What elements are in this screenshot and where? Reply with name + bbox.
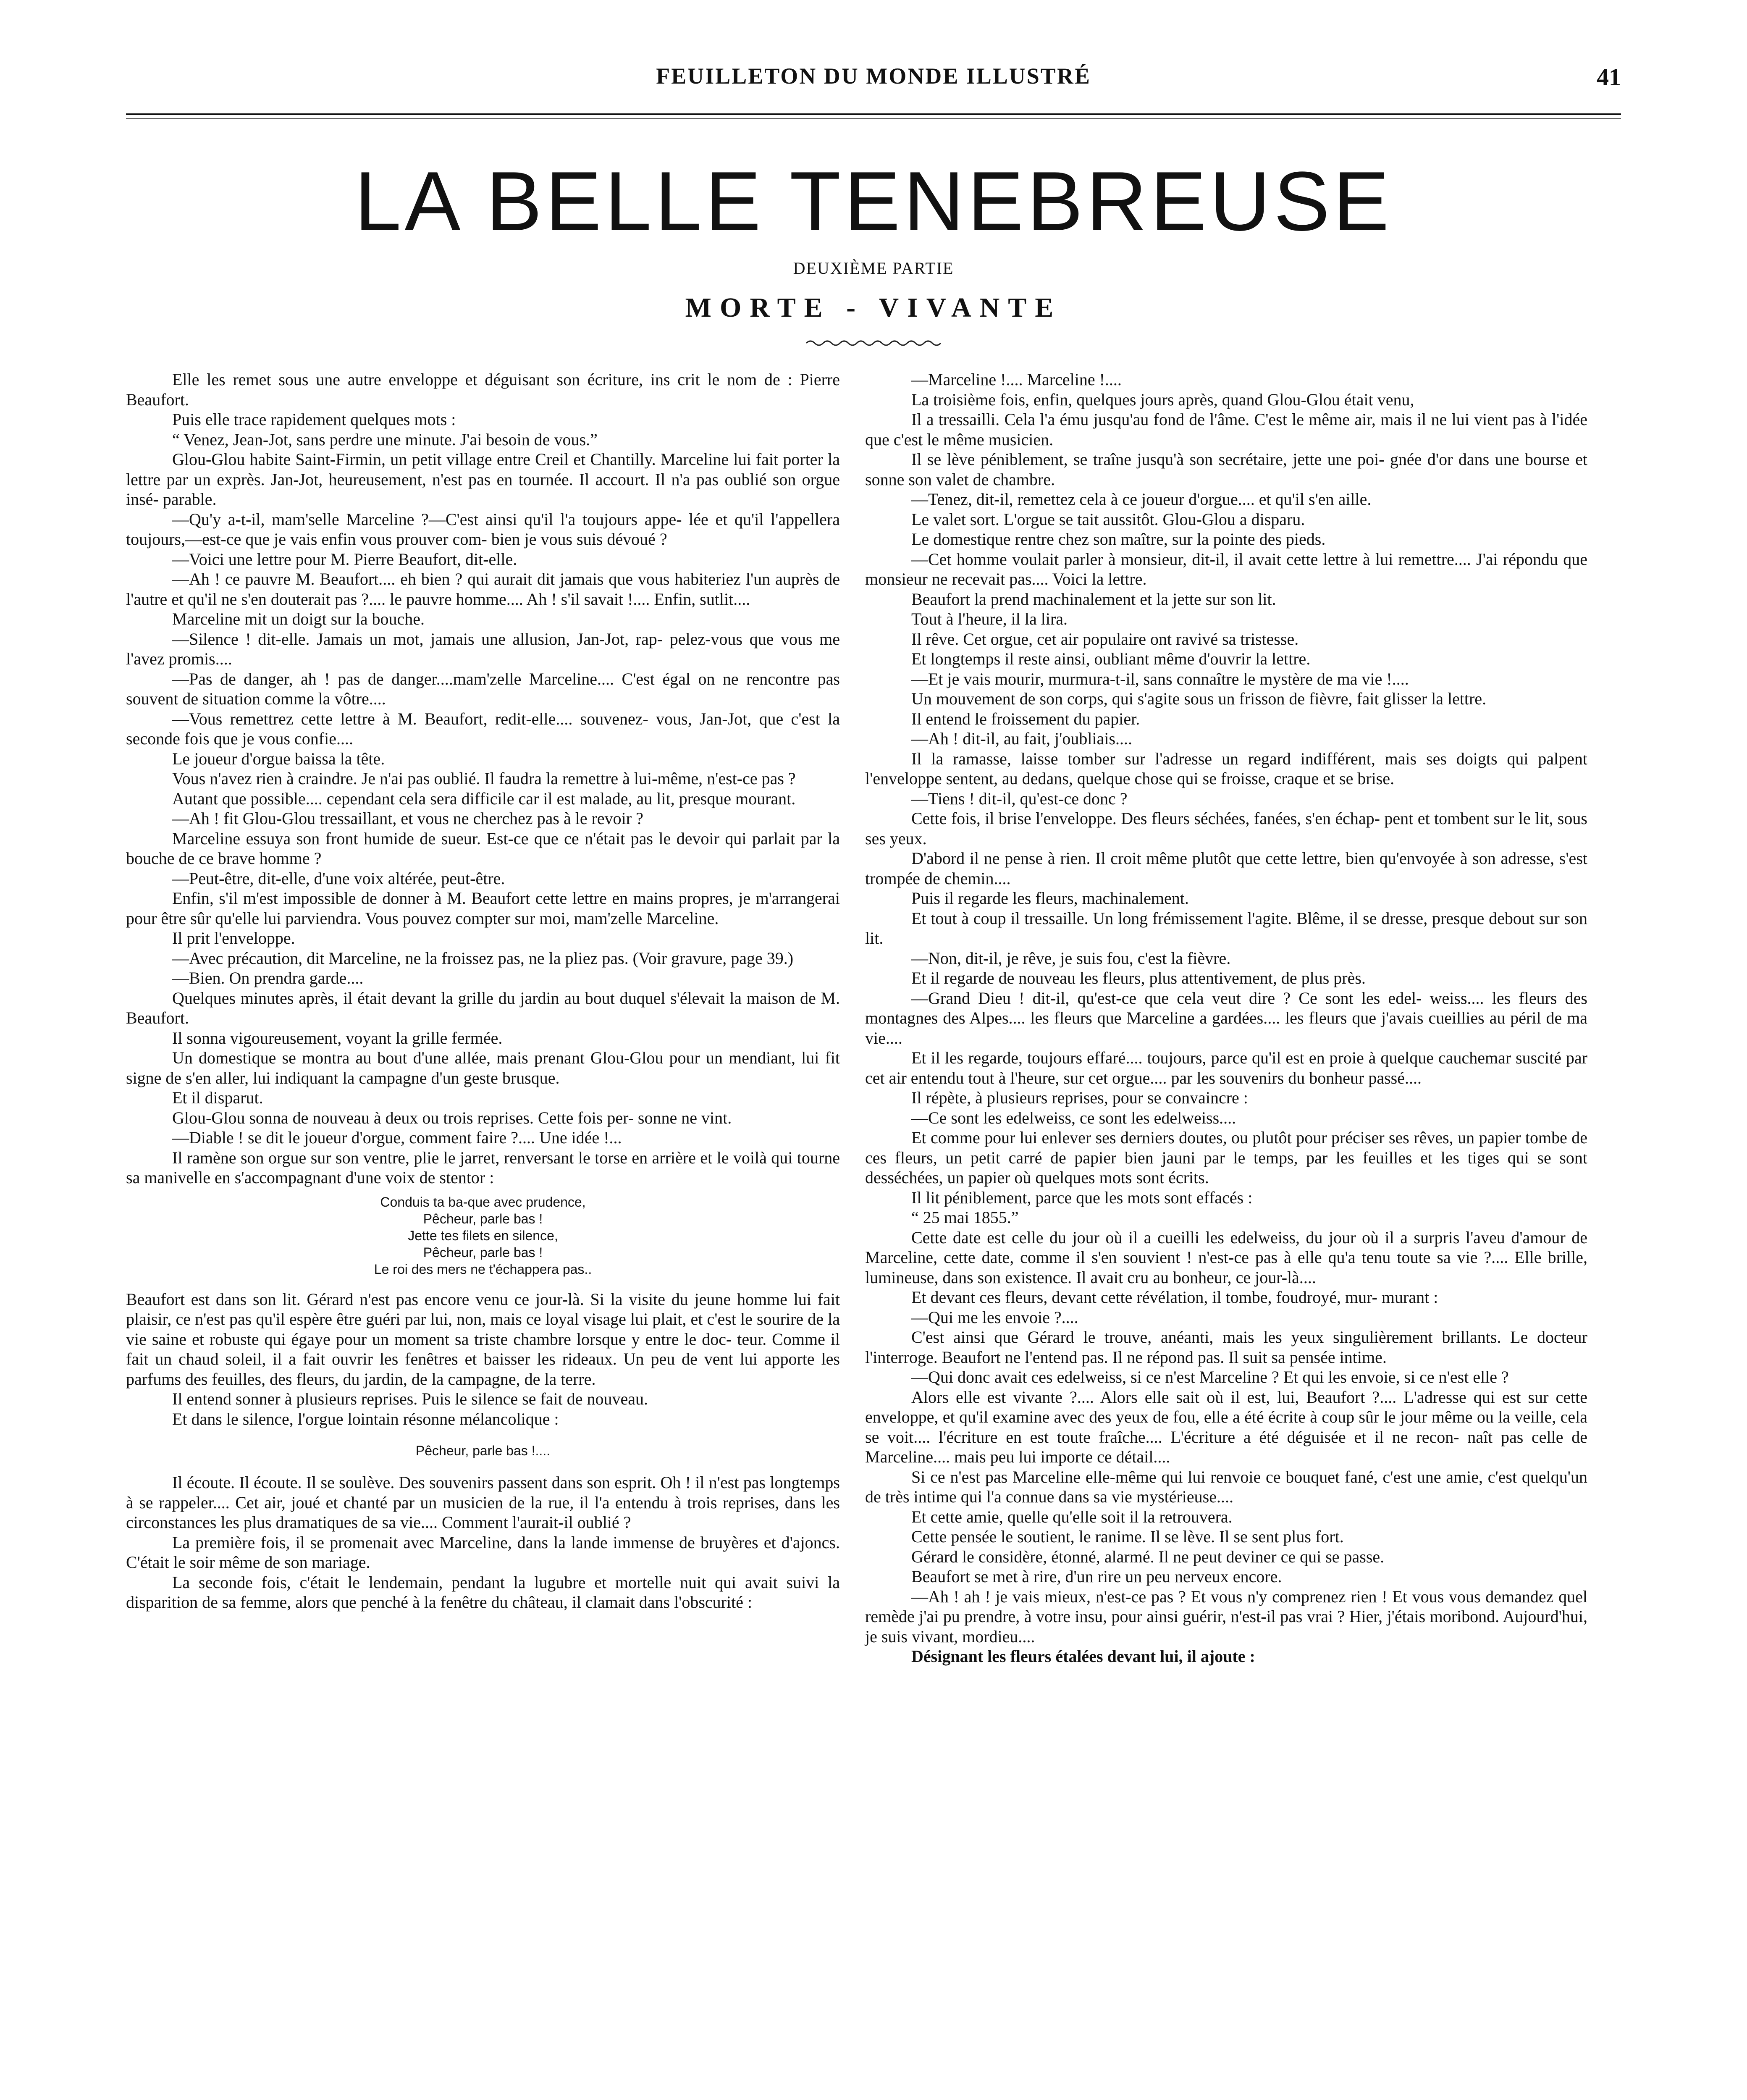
paragraph: Il se lève péniblement, se traîne jusqu'à son secrétaire, jette une poi- gnée d'or dans une bourse et sonne son valet de chambre. [865,450,1587,489]
paragraph: —Tiens ! dit-il, qu'est-ce donc ? [911,789,1128,808]
paragraph: —Ah ! dit-il, au fait, j'oubliais.... [911,729,1133,748]
paragraph: Cette fois, il brise l'enveloppe. Des fleurs séchées, fanées, s'en échap- pent et tombent sur le lit, sous ses yeux. [865,809,1587,848]
paragraph: —Pas de danger, ah ! pas de danger....mam'zelle Marceline.... C'est égal on ne rencontre pas souvent de situation comme la vôtre.... [126,669,840,708]
verse-line: Pêcheur, parle bas ! [423,1244,543,1260]
paragraph: Beaufort la prend machinalement et la jette sur son lit. [911,589,1276,609]
paragraph: —Ah ! ce pauvre M. Beaufort.... eh bien ? qui aurait dit jamais que vous habiteriez l'un auprès de l'autre et qu'il ne s'en douterait pas ?.... le pauvre homme.... Ah ! s'il savait !.... Enfin, sutlit.... [126,570,840,609]
paragraph: C'est ainsi que Gérard le trouve, anéanti, mais les yeux singulièrement brillants. Le docteur l'interroge. Beaufort ne l'entend pas. Il ne répond pas. Il suit sa pensée intime. [865,1328,1587,1367]
paragraph: La seconde fois, c'était le lendemain, pendant la lugubre et mortelle nuit qui avait suivi la disparition de sa femme, alors que penché à la fenêtre du château, il clamait dans l'obscurité : [126,1572,840,1612]
verse-line: Pêcheur, parle bas ! [423,1211,543,1226]
paragraph: Le domestique rentre chez son maître, sur la pointe des pieds. [911,530,1326,549]
paragraph: Il sonna vigoureusement, voyant la grille fermée. [172,1028,503,1047]
page-number: 41 [1597,63,1621,91]
paragraph: Beaufort est dans son lit. Gérard n'est pas encore venu ce jour-là. Si la visite du jeune homme lui fait plaisir, ce n'est pas qu'il espère être guéri par lui, non, mais ce loyal visage lui plait, et c'est le sourire de la vie saine et robuste qui égaye pour un moment sa triste chambre lorsque y entre le doc- teur. Comme il fait un chaud soleil, il a fait ouvrir les fenêtres et baisser les rideaux. Un peu de vent lui apporte les parfums des feuilles, des fleurs, du jardin, de la campagne, de la terre. [126,1289,840,1389]
paragraph: Il entend le froissement du papier. [911,709,1140,728]
paragraph: Et tout à coup il tressaille. Un long frémissement l'agite. Blême, il se dresse, presque debout sur son lit. [865,908,1587,948]
paragraph: Cette date est celle du jour où il a cueilli les edelweiss, du jour où il a surpris l'aveu d'amour de Marceline, cette date, comme il s'en souvient ! n'est-ce pas à elle qu'a tenu toute sa vie ?.... Elle brille, lumineuse, dans son existence. Il avait cru au bonheur, ce jour-là.... [865,1228,1587,1287]
running-title: FEUILLETON DU MONDE ILLUSTRÉ [656,63,1091,89]
paragraph: Et cette amie, quelle qu'elle soit il la retrouvera. [911,1507,1233,1526]
paragraph: —Grand Dieu ! dit-il, qu'est-ce que cela veut dire ? Ce sont les edel- weiss.... les fleurs des montagnes des Alpes.... les fleurs que Marceline a gardées.... les fleurs que j'avais cueillies au péril de ma vie.... [865,988,1587,1047]
paragraph: Glou-Glou sonna de nouveau à deux ou trois reprises. Cette fois per- sonne ne vint. [172,1108,732,1127]
song-verse [126,1194,840,1278]
paragraph: —Vous remettrez cette lettre à M. Beaufort, redit-elle.... souvenez- vous, Jan-Jot, que c'est la seconde fois que je vous confie.... [126,709,840,748]
paragraph: —Qu'y a-t-il, mam'selle Marceline ?—C'est ainsi qu'il l'a toujours appe- lée et qu'il l'appellera toujours,—est-ce que je vais enfin vous prouver com- bien je vous suis dévoué ? [126,509,840,549]
paragraph: Il a tressailli. Cela l'a ému jusqu'au fond de l'âme. C'est le même air, mais il ne lui vient pas à l'idée que c'est le même musicien. [865,410,1587,449]
song-verse-short [126,1442,840,1459]
story-title: LA BELLE TENEBREUSE [354,155,1393,248]
paragraph: Le valet sort. L'orgue se tait aussitôt. Glou-Glou a disparu. [911,509,1305,529]
paragraph: Quelques minutes après, il était devant la grille du jardin au bout duquel s'élevait la maison de M. Beaufort. [126,988,840,1027]
paragraph: —Ce sont les edelweiss, ce sont les edelweiss.... [911,1108,1236,1127]
paragraph: —Voici une lettre pour M. Pierre Beaufort, dit-elle. [172,549,517,569]
paragraph: Tout à l'heure, il la lira. [911,609,1068,628]
paragraph: Et il les regarde, toujours effaré.... toujours, parce qu'il est en proie à quelque cauchemar suscité par cet air entendu tout à l'heure, sur cet orgue.... par les souvenirs du bonheur passé.... [865,1048,1587,1087]
paragraph: Il ramène son orgue sur son ventre, plie le jarret, renversant le torse en arrière et le voilà qui tourne sa manivelle en s'accompagnant d'une voix de stentor : [126,1148,840,1187]
paragraph: —Marceline !.... Marceline !.... [911,370,1122,389]
verse-line: Le roi des mers ne t'échappera pas.. [374,1261,592,1277]
paragraph: —Silence ! dit-elle. Jamais un mot, jamais une allusion, Jan-Jot, rap- pelez-vous que vous me l'avez promis.... [126,629,840,668]
paragraph: Le joueur d'orgue baissa la tête. [172,749,385,768]
paragraph: —Et je vais mourir, murmura-t-il, sans connaître le mystère de ma vie !.... [911,669,1409,688]
paragraph: Il entend sonner à plusieurs reprises. Puis le silence se fait de nouveau. [172,1389,648,1408]
paragraph: Et dans le silence, l'orgue lointain résonne mélancolique : [172,1409,559,1428]
paragraph: Glou-Glou habite Saint-Firmin, un petit village entre Creil et Chantilly. Marceline lui fait porter la lettre par un exprès. Jan-Jot, heureusement, n'est pas en tournée. Il accourt. Il n'a pas oublié son orgue insé- parable. [126,450,840,509]
paragraph: Marceline essuya son front humide de sueur. Est-ce que ce n'était pas le devoir qui parlait par la bouche de ce brave homme ? [126,829,840,868]
paragraph: Et comme pour lui enlever ses derniers doutes, ou plutôt pour préciser ses rêves, un papier tombe de ces fleurs, un petit carré de papier bien jauni par le temps, par les feuilles et les tiges qui se sont desséchées, un papier où quelques mots sont écrits. [865,1128,1587,1187]
paragraph: Puis il regarde les fleurs, machinalement. [911,889,1189,908]
paragraph: Autant que possible.... cependant cela sera difficile car il est malade, au lit, presque mourant. [172,789,796,808]
paragraph: Et devant ces fleurs, devant cette révélation, il tombe, foudroyé, mur- murant : [911,1288,1438,1307]
paragraph: Il prit l'enveloppe. [172,929,295,948]
paragraph: —Bien. On prendra garde.... [172,969,364,987]
paragraph: Et il regarde de nouveau les fleurs, plus attentivement, de plus près. [911,969,1366,987]
paragraph: Un domestique se montra au bout d'une allée, mais prenant Glou-Glou pour un mendiant, lui fit signe de s'en aller, lui indiquant la campagne d'un geste brusque. [126,1048,840,1087]
paragraph: Il lit péniblement, parce que les mots sont effacés : [911,1188,1253,1207]
paragraph: Alors elle est vivante ?.... Alors elle sait où il est, lui, Beaufort ?.... L'adresse qui est sur cette enveloppe, et qu'il examine avec des yeux de fou, elle a été écrite à coup sûr le jour même ou la veille, cela se voit.... l'écriture en est toute fraîche.... L'écriture a été déguisée et il ne recon- naît pas celle de Marceline.... mais peu lui importe ce détail.... [865,1387,1587,1466]
paragraph: —Cet homme voulait parler à monsieur, dit-il, il avait cette lettre à lui remettre.... J'ai répondu que monsieur ne recevait pas.... Voici la lettre. [865,549,1587,588]
verse-line: Jette tes filets en silence, [408,1228,558,1243]
paragraph: Un mouvement de son corps, qui s'agite sous un frisson de fièvre, fait glisser la lettre. [911,689,1487,708]
paragraph: Il rêve. Cet orgue, cet air populaire ont ravivé sa tristesse. [911,629,1299,648]
paragraph: Marceline mit un doigt sur la bouche. [172,609,425,628]
paragraph: Gérard le considère, étonné, alarmé. Il ne peut deviner ce qui se passe. [911,1547,1385,1566]
paragraph: Enfin, s'il m'est impossible de donner à M. Beaufort cette lettre en mains propres, je m'arrangerai pour être sûr qu'elle lui parviendra. Vous pouvez compter sur moi, mam'zelle Marceline. [126,889,840,928]
paragraph: —Peut-être, dit-elle, d'une voix altérée, peut-être. [172,869,505,888]
paragraph: La première fois, il se promenait avec Marceline, dans la lande immense de bruyères et d'ajoncs. C'était le soir même de son mariage. [126,1533,840,1572]
paragraph: Cette pensée le soutient, le ranime. Il se lève. Il se sent plus fort. [911,1527,1344,1546]
paragraph: —Non, dit-il, je rêve, je suis fou, c'est la fièvre. [911,948,1231,968]
paragraph: —Qui me les envoie ?.... [911,1307,1078,1327]
paragraph: “ Venez, Jean-Jot, sans perdre une minute. J'ai besoin de vous.” [172,430,598,449]
verse-line: Pêcheur, parle bas !.... [415,1443,551,1458]
paragraph: Il écoute. Il écoute. Il se soulève. Des souvenirs passent dans son esprit. Oh ! il n'est pas longtemps à se rappeler.... Cet air, joué et chanté par un musicien de la rue, il l'a entendu à trois reprises, dans les circonstances les plus dramatiques de sa vie.... Comment l'aurait-il oublié ? [126,1473,840,1532]
decorative-wave-ornament [806,338,941,348]
paragraph: Et il disparut. [172,1088,263,1107]
paragraph: Désignant les fleurs étalées devant lui, il ajoute : [911,1647,1255,1666]
left-column [126,370,840,1612]
paragraph: Elle les remet sous une autre enveloppe et déguisant son écriture, ins crit le nom de : Pierre Beaufort. [126,370,840,409]
paragraph: —Ah ! fit Glou-Glou tressaillant, et vous ne cherchez pas à le revoir ? [172,809,643,828]
verse-line: Conduis ta ba-que avec prudence, [380,1194,586,1210]
right-column [865,370,1587,1667]
paragraph: Puis elle trace rapidement quelques mots : [172,410,456,429]
paragraph: La troisième fois, enfin, quelques jours après, quand Glou-Glou était venu, [911,390,1414,409]
paragraph: Il la ramasse, laisse tomber sur l'adresse un regard indifférent, mais ses doigts qui palpent l'enveloppe sentent, au dedans, quelque chose qui se froisse, craque et se brise. [865,749,1587,788]
paragraph: —Avec précaution, dit Marceline, ne la froissez pas, ne la pliez pas. (Voir gravure, page 39.) [172,948,794,968]
paragraph: D'abord il ne pense à rien. Il croit même plutôt que cette lettre, bien qu'envoyée à son adresse, s'est trompée de chemin.... [865,849,1587,888]
paragraph: Beaufort se met à rire, d'un rire un peu nerveux encore. [911,1567,1282,1586]
paragraph: Et longtemps il reste ainsi, oubliant même d'ouvrir la lettre. [911,649,1311,668]
paragraph: “ 25 mai 1855.” [911,1208,1019,1227]
section-subtitle: MORTE - VIVANTE [685,292,1062,323]
header-rule-thin [126,118,1621,119]
paragraph: —Qui donc avait ces edelweiss, si ce n'est Marceline ? Et qui les envoie, si ce n'est elle ? [911,1368,1509,1386]
paragraph: Si ce n'est pas Marceline elle-même qui lui renvoie ce bouquet fané, c'est une amie, c'est quelqu'un de très intime qui l'a connue dans sa vie mystérieuse.... [865,1467,1587,1506]
header-rule [126,113,1621,115]
paragraph: Il répète, à plusieurs reprises, pour se convaincre : [911,1088,1248,1107]
paragraph: —Ah ! ah ! je vais mieux, n'est-ce pas ? Et vous n'y comprenez rien ! Et vous vous demandez quel remède j'ai pu prendre, à votre insu, pour ainsi guérir, n'est-il pas vrai ? Hier, j'étais moribond. Aujourd'hui, je suis vivant, mordieu.... [865,1587,1587,1646]
running-header [126,63,1621,109]
paragraph: —Tenez, dit-il, remettez cela à ce joueur d'orgue.... et qu'il s'en aille. [911,490,1372,509]
paragraph: Vous n'avez rien à craindre. Je n'ai pas oublié. Il faudra la remettre à lui-même, n'est-ce pas ? [172,769,796,788]
part-label: DEUXIÈME PARTIE [793,259,954,278]
paragraph: —Diable ! se dit le joueur d'orgue, comment faire ?.... Une idée !... [172,1128,622,1147]
